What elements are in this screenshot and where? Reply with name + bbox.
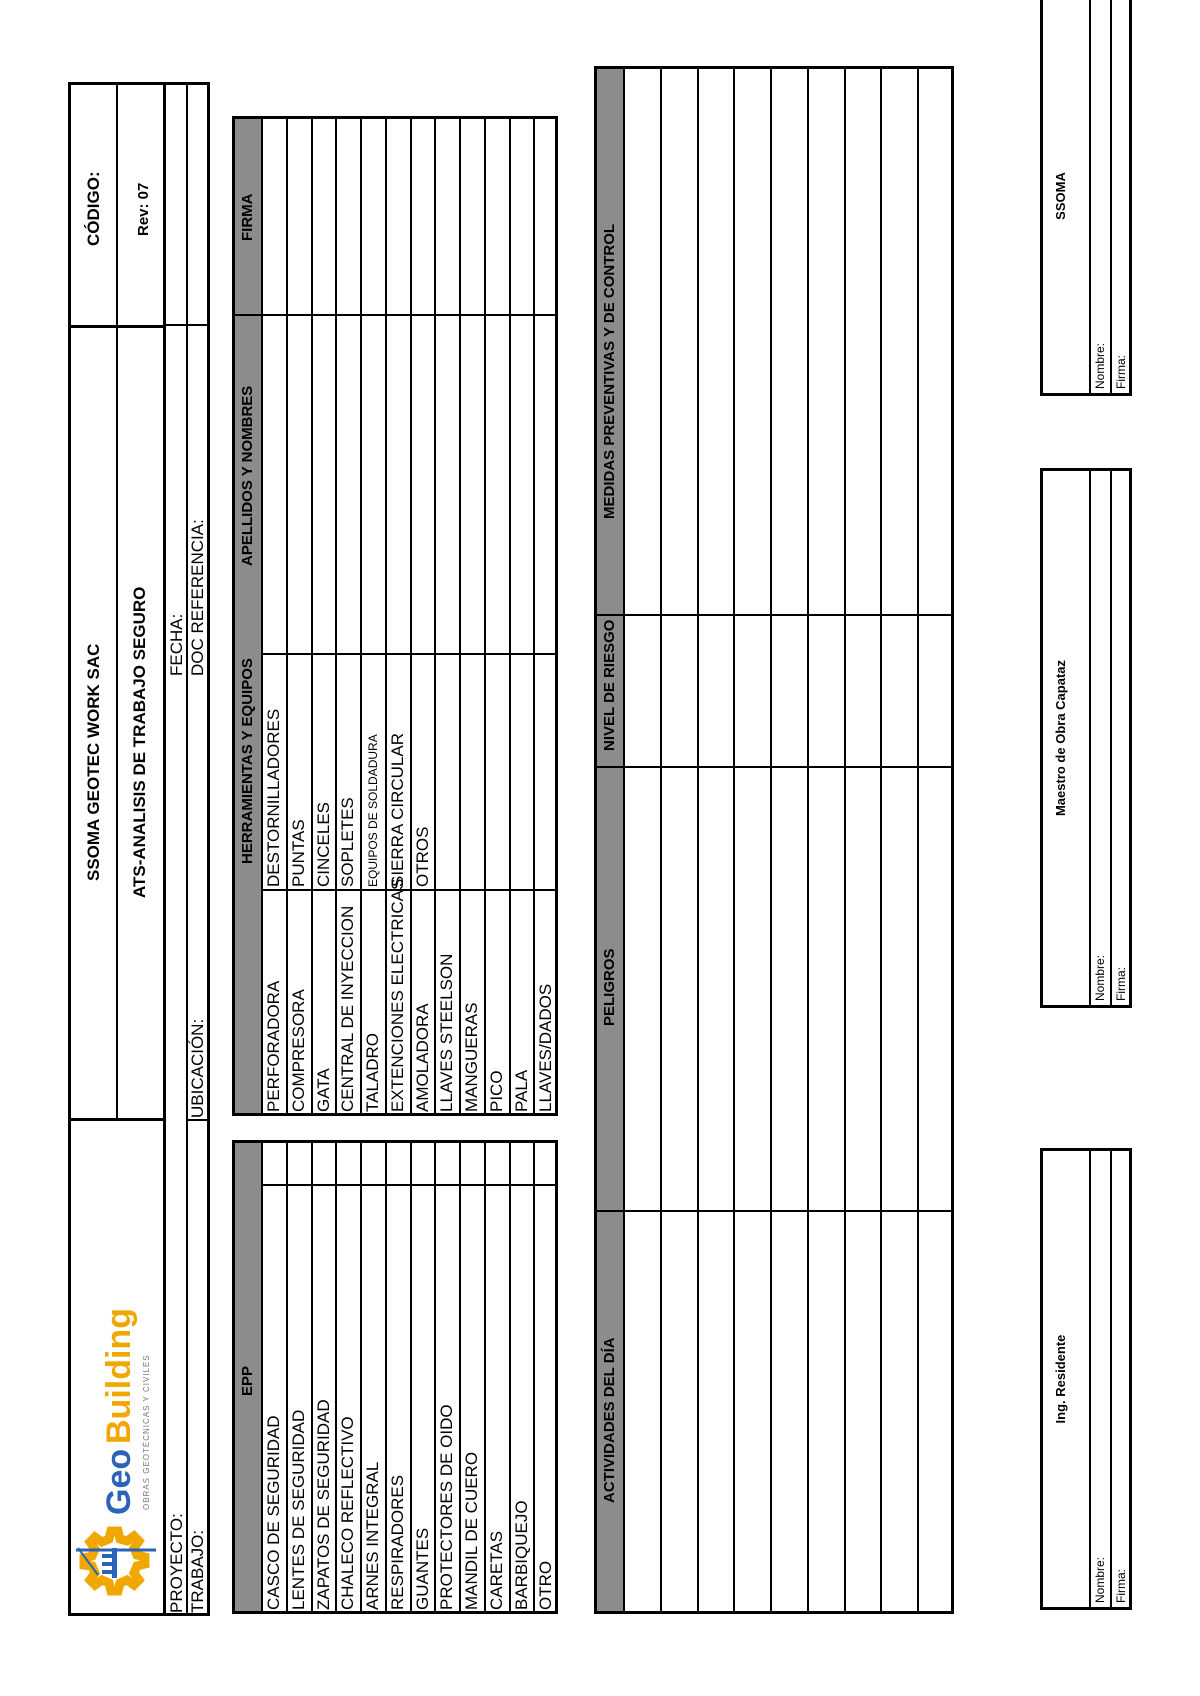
revision-label: Rev: 07 bbox=[135, 182, 152, 236]
risk-peligro-field[interactable] bbox=[735, 772, 768, 1208]
personal-name-field[interactable] bbox=[534, 318, 557, 648]
epp-row-divider bbox=[484, 1140, 486, 1614]
risk-peligro-field[interactable] bbox=[699, 772, 732, 1208]
personal-signature-field[interactable] bbox=[460, 119, 483, 313]
epp-item-checkbox[interactable] bbox=[435, 1142, 458, 1184]
epp-item-checkbox[interactable] bbox=[460, 1142, 483, 1184]
epp-item-label: BARBIQUEJO bbox=[511, 1500, 531, 1610]
epp-item-checkbox[interactable] bbox=[287, 1142, 310, 1184]
risk-actividad-field[interactable] bbox=[699, 1216, 732, 1610]
risk-medidas-field[interactable] bbox=[662, 70, 695, 612]
trabajo-field[interactable] bbox=[189, 1126, 207, 1496]
logo-tagline: OBRAS GEOTÉCNICAS Y CIVILES bbox=[142, 1354, 151, 1510]
tool-item-checkbox[interactable] bbox=[312, 658, 335, 696]
fecha-label: FECHA: bbox=[167, 613, 186, 676]
epp-item-label: OTRO bbox=[536, 1560, 556, 1610]
risk-medidas-field[interactable] bbox=[882, 70, 915, 612]
personal-name-field[interactable] bbox=[336, 318, 359, 648]
risk-nivel-field[interactable] bbox=[919, 620, 952, 764]
tool-item-label-2: EQUIPOS DE SOLDADURA bbox=[366, 734, 380, 887]
tool-item-label: PERFORADORA bbox=[264, 980, 283, 1112]
risk-actividad-field[interactable] bbox=[882, 1216, 915, 1610]
gear-crane-icon bbox=[72, 1520, 162, 1610]
risk-medidas-field[interactable] bbox=[699, 70, 732, 612]
signature-nombre-field[interactable] bbox=[1091, 1155, 1109, 1537]
personal-signature-field[interactable] bbox=[287, 119, 310, 313]
company-logo bbox=[72, 1125, 164, 1610]
epp-row-divider bbox=[434, 1140, 436, 1614]
risk-medidas-field[interactable] bbox=[809, 70, 842, 612]
personal-signature-field[interactable] bbox=[262, 119, 285, 313]
personal-name-field[interactable] bbox=[287, 318, 310, 648]
tool-item-label: LLAVES STEELSON bbox=[437, 953, 457, 1112]
risk-peligro-field[interactable] bbox=[919, 772, 952, 1208]
epp-item-checkbox[interactable] bbox=[361, 1142, 384, 1184]
risk-actividad-field[interactable] bbox=[735, 1216, 768, 1610]
tools-title: HERRAMIENTAS Y EQUIPOS bbox=[239, 658, 256, 864]
personal-name-field[interactable] bbox=[460, 318, 483, 648]
risk-peligro-field[interactable] bbox=[846, 772, 879, 1208]
signature-title: FIRMA bbox=[239, 193, 256, 241]
tool-item-label-2: DESTORNILLADORES bbox=[264, 708, 283, 887]
personal-signature-field[interactable] bbox=[361, 119, 384, 313]
signature-box-ssoma bbox=[1040, 0, 1132, 396]
epp-title: EPP bbox=[239, 1365, 256, 1396]
personal-name-field[interactable] bbox=[361, 318, 384, 648]
tool-item-checkbox[interactable] bbox=[287, 658, 310, 696]
risk-col-peligros: PELIGROS bbox=[601, 948, 618, 1026]
epp-item-checkbox[interactable] bbox=[510, 1142, 533, 1184]
epp-item-checkbox[interactable] bbox=[336, 1142, 359, 1184]
personal-signature-field[interactable] bbox=[435, 119, 458, 313]
signature-nombre-label: Nombre: bbox=[1093, 1556, 1107, 1603]
epp-row-divider bbox=[385, 1140, 387, 1614]
tool-item-label: EXTENCIONES ELECTRICAS bbox=[387, 878, 407, 1112]
risk-peligro-field[interactable] bbox=[662, 772, 695, 1208]
signature-firma-label: Firma: bbox=[1114, 355, 1128, 389]
logo-text-geo: Geo bbox=[100, 1448, 138, 1515]
epp-item-checkbox[interactable] bbox=[534, 1142, 557, 1184]
tool-item-checkbox[interactable] bbox=[411, 658, 434, 696]
tool-item-label-2: PUNTAS bbox=[288, 819, 308, 887]
risk-nivel-field[interactable] bbox=[662, 620, 695, 764]
risk-medidas-field[interactable] bbox=[735, 70, 768, 612]
risk-medidas-field[interactable] bbox=[625, 70, 658, 612]
tool-item-label-2: OTROS bbox=[412, 826, 432, 887]
epp-row-divider bbox=[459, 1140, 461, 1614]
risk-actividad-field[interactable] bbox=[919, 1216, 952, 1610]
risk-actividad-field[interactable] bbox=[625, 1216, 658, 1610]
tool-item-label-2: SIERRA CIRCULAR bbox=[387, 733, 407, 887]
epp-item-checkbox[interactable] bbox=[312, 1142, 335, 1184]
risk-peligro-field[interactable] bbox=[882, 772, 915, 1208]
signature-firma-field[interactable] bbox=[1112, 475, 1130, 935]
signature-firma-field[interactable] bbox=[1112, 3, 1130, 323]
epp-item-label: LENTES DE SEGURIDAD bbox=[288, 1409, 308, 1610]
trabajo-label: TRABAJO: bbox=[188, 1529, 207, 1613]
risk-actividad-field[interactable] bbox=[772, 1216, 805, 1610]
risk-nivel-field[interactable] bbox=[699, 620, 732, 764]
signature-firma-field[interactable] bbox=[1112, 1155, 1130, 1537]
ubicacion-label: UBICACIÓN: bbox=[188, 1018, 207, 1118]
epp-row-divider bbox=[509, 1140, 511, 1614]
logo-text-building: Building bbox=[100, 1308, 138, 1444]
tool-item-label: PALA bbox=[511, 1069, 531, 1112]
personal-name-field[interactable] bbox=[386, 318, 409, 648]
personal-signature-field[interactable] bbox=[312, 119, 335, 313]
epp-item-checkbox[interactable] bbox=[386, 1142, 409, 1184]
risk-nivel-field[interactable] bbox=[846, 620, 879, 764]
epp-item-label: CARETAS bbox=[486, 1530, 506, 1610]
epp-item-label: ARNES INTEGRAL bbox=[363, 1461, 382, 1610]
personal-name-field[interactable] bbox=[510, 318, 533, 648]
personal-signature-field[interactable] bbox=[534, 119, 557, 313]
risk-nivel-field[interactable] bbox=[772, 620, 805, 764]
signature-firma-label: Firma: bbox=[1114, 1569, 1128, 1603]
tool-item-checkbox[interactable] bbox=[386, 658, 409, 696]
signature-nombre-field[interactable] bbox=[1091, 475, 1109, 935]
ubicacion-field[interactable] bbox=[189, 686, 207, 1006]
epp-item-label: MANDIL DE CUERO bbox=[462, 1451, 481, 1610]
company-name: SSOMA GEOTEC WORK SAC bbox=[84, 643, 103, 881]
epp-row-divider bbox=[410, 1140, 412, 1614]
epp-item-label: CHALECO REFLECTIVO bbox=[338, 1416, 358, 1610]
signature-nombre-field[interactable] bbox=[1091, 3, 1109, 323]
epp-item-label: CASCO DE SEGURIDAD bbox=[264, 1415, 283, 1610]
personal-name-field[interactable] bbox=[262, 318, 285, 648]
tool-item-checkbox[interactable] bbox=[510, 658, 533, 696]
risk-peligro-field[interactable] bbox=[625, 772, 658, 1208]
tool-item-checkbox[interactable] bbox=[262, 658, 285, 696]
tool-item-checkbox[interactable] bbox=[435, 658, 458, 696]
personal-signature-field[interactable] bbox=[510, 119, 533, 313]
tool-item-label: LLAVES/DADOS bbox=[536, 983, 556, 1112]
signature-box-ing-residente bbox=[1040, 1148, 1132, 1610]
risk-medidas-field[interactable] bbox=[919, 70, 952, 612]
epp-item-checkbox[interactable] bbox=[485, 1142, 508, 1184]
personal-signature-field[interactable] bbox=[485, 119, 508, 313]
signature-title: Ing. Residente bbox=[1053, 1334, 1068, 1424]
epp-row-divider bbox=[335, 1140, 337, 1614]
risk-actividad-field[interactable] bbox=[662, 1216, 695, 1610]
epp-item-label: RESPIRADORES bbox=[387, 1474, 407, 1610]
personal-name-field[interactable] bbox=[312, 318, 335, 648]
fecha-field[interactable] bbox=[168, 336, 185, 606]
names-title: APELLIDOS Y NOMBRES bbox=[239, 385, 256, 566]
signature-nombre-label: Nombre: bbox=[1093, 954, 1107, 1001]
epp-item-label: PROTECTORES DE OIDO bbox=[437, 1404, 457, 1610]
risk-col-nivel: NIVEL DE RIESGO bbox=[601, 619, 618, 751]
risk-col-actividades: ACTIVIDADES DEL DÍA bbox=[601, 1337, 618, 1503]
tool-item-label-2: SOPLETES bbox=[338, 797, 358, 887]
tool-item-checkbox[interactable] bbox=[460, 658, 483, 696]
tool-item-label: COMPRESORA bbox=[288, 989, 308, 1112]
epp-row-divider bbox=[533, 1140, 535, 1614]
epp-item-label: ZAPATOS DE SEGURIDAD bbox=[313, 1399, 333, 1610]
tool-item-label: TALADRO bbox=[363, 1032, 382, 1112]
risk-medidas-field[interactable] bbox=[846, 70, 879, 612]
risk-col-medidas: MEDIDAS PREVENTIVAS Y DE CONTROL bbox=[601, 223, 618, 519]
tool-item-label: CENTRAL DE INYECCION bbox=[338, 905, 358, 1112]
tool-item-label: AMOLADORA bbox=[412, 1003, 432, 1112]
risk-nivel-field[interactable] bbox=[809, 620, 842, 764]
epp-item-checkbox[interactable] bbox=[411, 1142, 434, 1184]
tool-item-label-2: CINCELES bbox=[313, 801, 333, 887]
risk-nivel-field[interactable] bbox=[735, 620, 768, 764]
risk-peligro-field[interactable] bbox=[772, 772, 805, 1208]
personal-signature-field[interactable] bbox=[336, 119, 359, 313]
tool-item-checkbox[interactable] bbox=[336, 658, 359, 696]
epp-row-divider bbox=[360, 1140, 362, 1614]
personal-name-field[interactable] bbox=[485, 318, 508, 648]
personal-name-field[interactable] bbox=[411, 318, 434, 648]
proyecto-field[interactable] bbox=[168, 696, 185, 1496]
risk-nivel-field[interactable] bbox=[625, 620, 658, 764]
tool-item-checkbox[interactable] bbox=[485, 658, 508, 696]
signature-box-maestro-obra bbox=[1040, 468, 1132, 1008]
risk-nivel-field[interactable] bbox=[882, 620, 915, 764]
signature-firma-label: Firma: bbox=[1114, 967, 1128, 1001]
epp-row-divider bbox=[286, 1140, 288, 1614]
signature-title: SSOMA bbox=[1053, 172, 1068, 220]
tool-item-label: PICO bbox=[486, 1070, 506, 1112]
personal-name-field[interactable] bbox=[435, 318, 458, 648]
risk-peligro-field[interactable] bbox=[809, 772, 842, 1208]
proyecto-label: PROYECTO: bbox=[167, 1513, 186, 1613]
risk-actividad-field[interactable] bbox=[809, 1216, 842, 1610]
personal-signature-field[interactable] bbox=[411, 119, 434, 313]
tool-item-label: MANGUERAS bbox=[462, 1002, 481, 1112]
tool-item-checkbox[interactable] bbox=[361, 658, 384, 696]
epp-row-divider bbox=[311, 1140, 313, 1614]
doc-referencia-field[interactable] bbox=[189, 336, 207, 536]
signature-title: Maestro de Obra Capataz bbox=[1053, 659, 1068, 817]
risk-medidas-field[interactable] bbox=[772, 70, 805, 612]
doc-referencia-label: DOC REFERENCIA: bbox=[188, 519, 207, 676]
code-label: CÓDIGO: bbox=[84, 171, 103, 246]
signature-nombre-label: Nombre: bbox=[1093, 342, 1107, 389]
tool-item-checkbox[interactable] bbox=[534, 658, 557, 696]
personal-signature-field[interactable] bbox=[386, 119, 409, 313]
document-title: ATS-ANALISIS DE TRABAJO SEGURO bbox=[130, 586, 149, 898]
risk-actividad-field[interactable] bbox=[846, 1216, 879, 1610]
epp-item-label: GUANTES bbox=[412, 1527, 432, 1610]
epp-item-checkbox[interactable] bbox=[262, 1142, 285, 1184]
tool-item-label: GATA bbox=[313, 1068, 333, 1112]
